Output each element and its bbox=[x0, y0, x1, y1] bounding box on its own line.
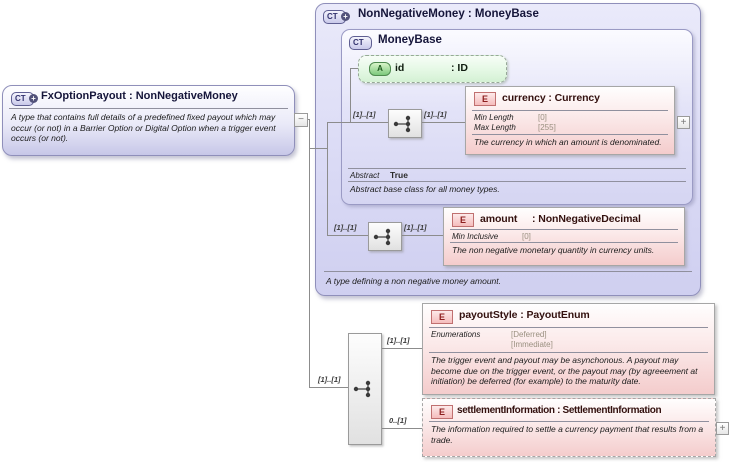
facet-label: Min Inclusive bbox=[452, 232, 499, 241]
complex-type-icon: CT + bbox=[11, 92, 34, 106]
connector-line bbox=[380, 348, 422, 349]
divider bbox=[450, 229, 678, 230]
cardinality-label: [1]..[1] bbox=[353, 110, 376, 119]
connector-line bbox=[380, 428, 422, 429]
settlement-information-element-box[interactable] bbox=[422, 398, 716, 457]
currency-annotation: The currency in which an amount is denominated. bbox=[474, 137, 662, 147]
money-base-annotation: Abstract base class for all money types. bbox=[350, 184, 500, 194]
facet-value: [Deferred] bbox=[511, 330, 547, 339]
connector-line bbox=[310, 387, 348, 388]
settlement-information-annotation: The information required to settle a currency payment that results from a trade. bbox=[431, 424, 704, 445]
sequence-connector-icon[interactable] bbox=[388, 109, 422, 138]
settlement-information-title: settlementInformation : SettlementInformation bbox=[457, 405, 662, 416]
facet-label: Enumerations bbox=[431, 330, 481, 339]
fx-option-payout-box[interactable] bbox=[2, 85, 295, 156]
fx-option-payout-annotation: A type that contains full details of a predefined fixed payout which may occur (or not) in a Barrier Option or Digital Option when a trigger event occurs (or not). bbox=[11, 112, 276, 143]
amount-type: : NonNegativeDecimal bbox=[532, 213, 641, 225]
connector-line bbox=[350, 68, 351, 123]
facet-value: [Immediate] bbox=[511, 340, 553, 349]
sequence-connector-icon[interactable] bbox=[368, 222, 402, 251]
facet-label: Max Length bbox=[474, 123, 516, 132]
non-negative-money-title: NonNegativeMoney : MoneyBase bbox=[358, 8, 539, 20]
cardinality-label: 0..[1] bbox=[389, 416, 407, 425]
divider bbox=[429, 327, 708, 328]
divider bbox=[472, 110, 668, 111]
divider bbox=[324, 271, 692, 272]
non-negative-money-annotation: A type defining a non negative money amount. bbox=[326, 276, 501, 286]
id-attribute-type: : ID bbox=[451, 62, 468, 74]
connector-line bbox=[400, 235, 443, 236]
amount-name: amount bbox=[480, 213, 518, 225]
facet-label: Min Length bbox=[474, 113, 514, 122]
currency-title: currency : Currency bbox=[502, 92, 600, 104]
cardinality-label: [1]..[1] bbox=[387, 336, 410, 345]
abstract-facet-label: Abstract bbox=[350, 171, 380, 180]
divider bbox=[348, 181, 686, 182]
facet-value: [255] bbox=[538, 123, 556, 132]
connector-line bbox=[310, 148, 328, 149]
sequence-glyph bbox=[353, 380, 377, 398]
cardinality-label: [1]..[1] bbox=[318, 375, 341, 384]
derived-type-plus-icon: + bbox=[29, 94, 38, 103]
sequence-glyph bbox=[393, 115, 417, 133]
payout-style-annotation: The trigger event and payout may be asynchonous. A payout may become due on the trigger event, or the payout may (by agreeement at initiation) be deferred (for example) to the maturity date. bbox=[431, 355, 698, 386]
cardinality-label: [1]..[1] bbox=[404, 223, 427, 232]
divider bbox=[9, 108, 288, 109]
divider bbox=[348, 168, 686, 169]
id-attribute-name: id bbox=[395, 62, 405, 74]
divider bbox=[429, 421, 709, 422]
collapse-button[interactable]: − bbox=[294, 113, 308, 127]
connector-line bbox=[420, 122, 465, 123]
attribute-icon: A bbox=[369, 62, 391, 76]
amount-element-box[interactable] bbox=[443, 207, 685, 266]
payout-style-title: payoutStyle : PayoutEnum bbox=[459, 309, 590, 321]
connector-line bbox=[328, 122, 388, 123]
abstract-facet-value: True bbox=[390, 170, 408, 180]
payout-style-element-box[interactable] bbox=[422, 303, 715, 395]
expand-currency-button[interactable]: + bbox=[677, 116, 690, 129]
expand-settlement-button[interactable]: + bbox=[716, 422, 729, 435]
complex-type-icon: CT + bbox=[323, 10, 346, 24]
derived-type-plus-icon: + bbox=[341, 12, 350, 21]
element-icon: E bbox=[431, 310, 453, 324]
facet-value: [0] bbox=[538, 113, 547, 122]
cardinality-label: [1]..[1] bbox=[424, 110, 447, 119]
facet-value: [0] bbox=[522, 232, 531, 241]
sequence-connector-icon[interactable] bbox=[348, 333, 382, 445]
divider bbox=[450, 242, 678, 243]
amount-annotation: The non negative monetary quantity in currency units. bbox=[452, 245, 655, 255]
id-attribute-box[interactable] bbox=[358, 55, 507, 83]
element-icon: E bbox=[452, 213, 474, 227]
cardinality-label: [1]..[1] bbox=[334, 223, 357, 232]
divider bbox=[429, 352, 708, 353]
fx-option-payout-title: FxOptionPayout : NonNegativeMoney bbox=[41, 90, 238, 102]
sequence-glyph bbox=[373, 228, 397, 246]
element-icon: E bbox=[431, 405, 453, 419]
money-base-title: MoneyBase bbox=[378, 34, 442, 46]
connector-line bbox=[309, 119, 310, 388]
connector-line bbox=[327, 122, 328, 236]
divider bbox=[472, 134, 668, 135]
connector-line bbox=[328, 235, 368, 236]
element-icon: E bbox=[474, 92, 496, 106]
complex-type-icon: CT bbox=[349, 36, 372, 50]
currency-element-box[interactable] bbox=[465, 86, 675, 155]
